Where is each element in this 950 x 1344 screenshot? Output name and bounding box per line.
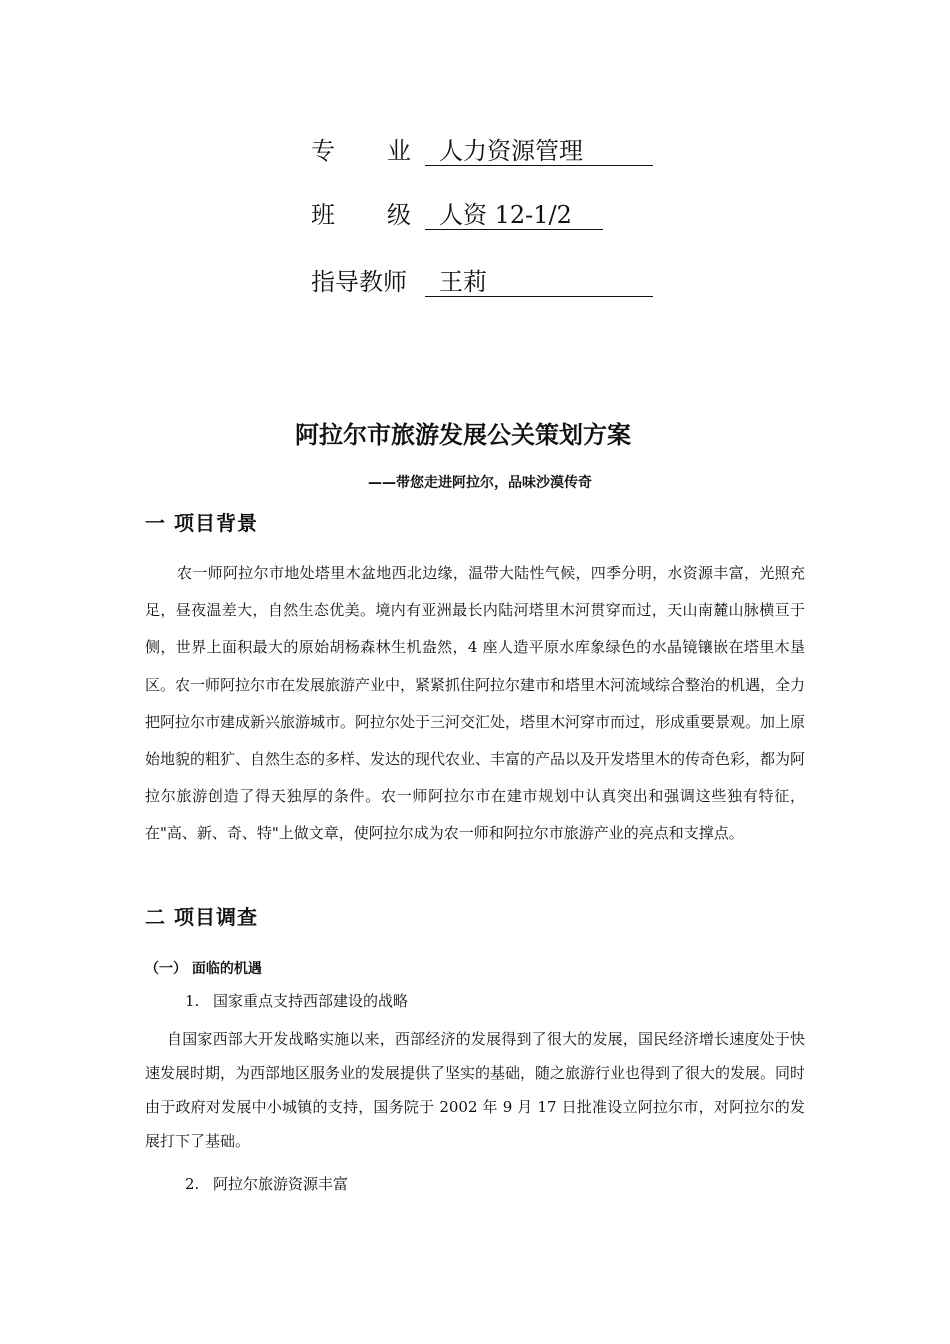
advisor-label: 指导教师 (311, 268, 407, 296)
list-item-1 (185, 989, 408, 1013)
class-label (311, 198, 411, 232)
major-label (311, 134, 411, 168)
opportunity-paragraph: 自国家西部大开发战略实施以来，西部经济的发展得到了很大的发展，国民经济增长速度处于快速发展时期，为西部地区服务业的发展提供了坚实的基础，随之旅游行业也得到了很大的发展。同时由于政府对发展中小城镇的支持，国务院于 2002 年 9 月 17 日批准设立阿拉尔市，对阿拉尔的发展打下了基础。 (145, 1030, 806, 1150)
class-label-char-1: 班 (311, 201, 335, 229)
list-item-2-number: 2. (185, 1175, 200, 1193)
document-title: 阿拉尔市旅游发展公关策划方案 (295, 420, 631, 449)
list-item-1-text: 国家重点支持西部建设的战略 (213, 992, 409, 1010)
document-subtitle: ——带您走进阿拉尔，品味沙漠传奇 (368, 475, 592, 491)
class-value: 人资 12-1/2 (425, 198, 603, 230)
major-value: 人力资源管理 (425, 134, 653, 166)
major-label-char-1: 专 (311, 137, 335, 165)
list-item-2-text: 阿拉尔旅游资源丰富 (213, 1175, 349, 1193)
section-heading-background: 一 项目背景 (145, 511, 258, 535)
list-item-1-number: 1. (185, 992, 200, 1010)
major-label-char-2: 业 (387, 137, 411, 165)
subsection-heading-opportunities: （一） 面临的机遇 (145, 961, 262, 977)
background-paragraph: 农一师阿拉尔市地处塔里木盆地西北边缘，温带大陆性气候，四季分明，水资源丰富，光照充足，昼夜温差大，自然生态优美。境内有亚洲最长内陆河塔里木河贯穿而过，天山南麓山脉横亘于侧，世界上面积最大的原始胡杨森林生机盎然，4 座人造平原水库象绿色的水晶镜镶嵌在塔里木垦区。农一师阿拉尔市在发展旅游产业中，紧紧抓住阿拉尔建市和塔里木河流域综合整治的机遇，全力把阿拉尔市建成新兴旅游城市。阿拉尔处于三河交汇处，塔里木河穿市而过，形成重要景观。加上原始地貌的粗犷、自然生态的多样、发达的现代农业、丰富的产品以及开发塔里木的传奇色彩，都为阿拉尔旅游创造了得天独厚的条件。农一师阿拉尔市在建市规划中认真突出和强调这些独有特征，在"高、新、奇、特"上做文章，使阿拉尔成为农一师和阿拉尔市旅游产业的亮点和支撑点。 (145, 564, 806, 843)
class-label-char-2: 级 (387, 201, 411, 229)
list-item-2 (185, 1172, 348, 1196)
advisor-value: 王莉 (425, 265, 653, 297)
section-heading-survey: 二 项目调查 (145, 905, 258, 929)
